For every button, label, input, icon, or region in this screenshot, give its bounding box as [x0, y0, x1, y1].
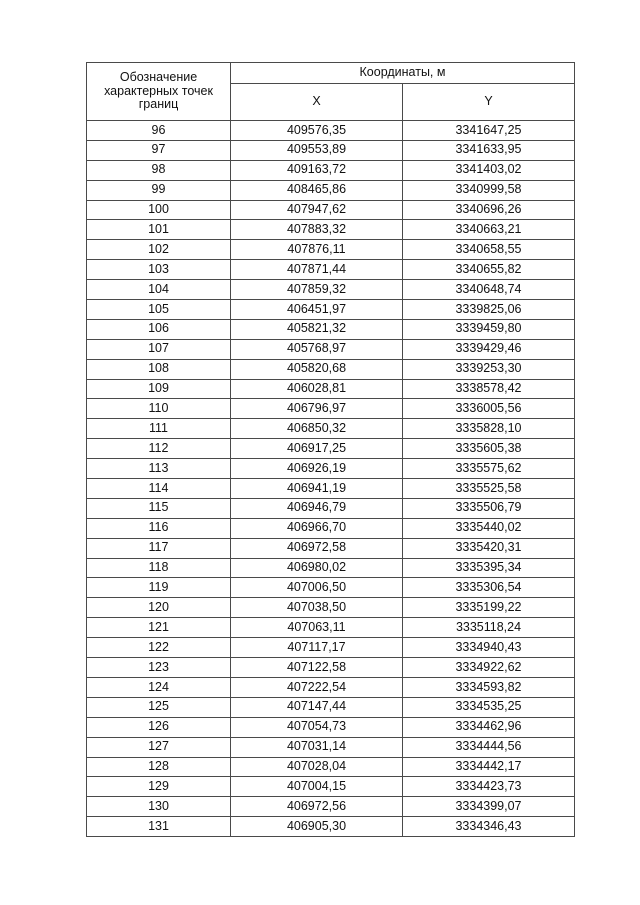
- point-number-cell: 102: [87, 240, 231, 260]
- y-coordinate-cell: 3340696,26: [403, 200, 575, 220]
- y-coordinate-cell: 3334535,25: [403, 697, 575, 717]
- x-coordinate-cell: 406850,32: [231, 419, 403, 439]
- point-number-cell: 117: [87, 538, 231, 558]
- point-number-cell: 96: [87, 121, 231, 141]
- y-column-header: Y: [403, 84, 575, 121]
- x-coordinate-cell: 406796,97: [231, 399, 403, 419]
- y-coordinate-cell: 3339429,46: [403, 339, 575, 359]
- y-coordinate-cell: 3334444,56: [403, 737, 575, 757]
- table-row: [87, 220, 575, 240]
- point-number-cell: 125: [87, 697, 231, 717]
- table-row: [87, 419, 575, 439]
- x-coordinate-cell: 409576,35: [231, 121, 403, 141]
- point-number-cell: 112: [87, 439, 231, 459]
- y-coordinate-cell: 3339825,06: [403, 300, 575, 320]
- table-row: [87, 300, 575, 320]
- x-coordinate-cell: 407117,17: [231, 638, 403, 658]
- x-coordinate-cell: 406905,30: [231, 817, 403, 837]
- y-coordinate-cell: 3335118,24: [403, 618, 575, 638]
- x-coordinate-cell: 409163,72: [231, 160, 403, 180]
- x-coordinate-cell: 406972,58: [231, 538, 403, 558]
- x-coordinate-cell: 407004,15: [231, 777, 403, 797]
- table-row: [87, 578, 575, 598]
- x-coordinate-cell: 406941,19: [231, 479, 403, 499]
- y-coordinate-cell: 3334940,43: [403, 638, 575, 658]
- table-row: [87, 280, 575, 300]
- coordinates-table: [86, 62, 575, 837]
- x-coordinate-cell: 407038,50: [231, 598, 403, 618]
- x-coordinate-cell: 405821,32: [231, 319, 403, 339]
- point-number-cell: 98: [87, 160, 231, 180]
- x-coordinate-cell: 409553,89: [231, 140, 403, 160]
- point-number-cell: 130: [87, 797, 231, 817]
- x-coordinate-cell: 407031,14: [231, 737, 403, 757]
- table-row: [87, 518, 575, 538]
- x-coordinate-cell: 406451,97: [231, 300, 403, 320]
- table-row: [87, 459, 575, 479]
- table-row: [87, 638, 575, 658]
- table-row: [87, 479, 575, 499]
- x-coordinate-cell: 407063,11: [231, 618, 403, 638]
- x-coordinate-cell: 407028,04: [231, 757, 403, 777]
- y-coordinate-cell: 3340658,55: [403, 240, 575, 260]
- y-coordinate-cell: 3335420,31: [403, 538, 575, 558]
- point-number-cell: 110: [87, 399, 231, 419]
- table-row: [87, 737, 575, 757]
- y-coordinate-cell: 3336005,56: [403, 399, 575, 419]
- x-coordinate-cell: 407947,62: [231, 200, 403, 220]
- table-row: [87, 439, 575, 459]
- x-coordinate-cell: 407859,32: [231, 280, 403, 300]
- x-coordinate-cell: 407222,54: [231, 677, 403, 697]
- y-coordinate-cell: 3340999,58: [403, 180, 575, 200]
- point-number-cell: 106: [87, 319, 231, 339]
- y-coordinate-cell: 3339253,30: [403, 359, 575, 379]
- y-coordinate-cell: 3340655,82: [403, 260, 575, 280]
- table-row: [87, 200, 575, 220]
- point-number-cell: 103: [87, 260, 231, 280]
- y-coordinate-cell: 3339459,80: [403, 319, 575, 339]
- table-row: [87, 339, 575, 359]
- y-coordinate-cell: 3341403,02: [403, 160, 575, 180]
- header-row-top: [87, 63, 575, 84]
- y-coordinate-cell: 3335506,79: [403, 498, 575, 518]
- y-coordinate-cell: 3334399,07: [403, 797, 575, 817]
- x-coordinate-cell: 408465,86: [231, 180, 403, 200]
- point-number-cell: 119: [87, 578, 231, 598]
- table-row: [87, 658, 575, 678]
- x-coordinate-cell: 407147,44: [231, 697, 403, 717]
- y-coordinate-cell: 3340648,74: [403, 280, 575, 300]
- x-coordinate-cell: 405820,68: [231, 359, 403, 379]
- table-row: [87, 379, 575, 399]
- point-number-cell: 124: [87, 677, 231, 697]
- point-number-cell: 104: [87, 280, 231, 300]
- y-coordinate-cell: 3334423,73: [403, 777, 575, 797]
- x-coordinate-cell: 407871,44: [231, 260, 403, 280]
- x-coordinate-cell: 407122,58: [231, 658, 403, 678]
- y-coordinate-cell: 3335575,62: [403, 459, 575, 479]
- x-coordinate-cell: 407883,32: [231, 220, 403, 240]
- y-coordinate-cell: 3334462,96: [403, 717, 575, 737]
- point-number-cell: 131: [87, 817, 231, 837]
- table-row: [87, 717, 575, 737]
- point-number-cell: 129: [87, 777, 231, 797]
- table-row: [87, 777, 575, 797]
- y-coordinate-cell: 3335525,58: [403, 479, 575, 499]
- table-row: [87, 558, 575, 578]
- y-coordinate-cell: 3335306,54: [403, 578, 575, 598]
- point-number-cell: 126: [87, 717, 231, 737]
- table-row: [87, 319, 575, 339]
- table-row: [87, 240, 575, 260]
- point-number-cell: 111: [87, 419, 231, 439]
- point-number-cell: 120: [87, 598, 231, 618]
- y-coordinate-cell: 3341633,95: [403, 140, 575, 160]
- table-row: [87, 598, 575, 618]
- table-row: [87, 757, 575, 777]
- table-row: [87, 817, 575, 837]
- table-body: [87, 121, 575, 837]
- x-coordinate-cell: 406917,25: [231, 439, 403, 459]
- point-number-cell: 116: [87, 518, 231, 538]
- x-coordinate-cell: 406966,70: [231, 518, 403, 538]
- table-row: [87, 180, 575, 200]
- point-number-cell: 101: [87, 220, 231, 240]
- x-coordinate-cell: 407006,50: [231, 578, 403, 598]
- table-row: [87, 399, 575, 419]
- y-coordinate-cell: 3334922,62: [403, 658, 575, 678]
- table-row: [87, 359, 575, 379]
- x-coordinate-cell: 406926,19: [231, 459, 403, 479]
- point-designation-header: Обозначение характерных точек границ: [87, 63, 231, 121]
- point-number-cell: 123: [87, 658, 231, 678]
- y-coordinate-cell: 3334593,82: [403, 677, 575, 697]
- point-number-cell: 109: [87, 379, 231, 399]
- table-row: [87, 498, 575, 518]
- table-row: [87, 160, 575, 180]
- y-coordinate-cell: 3341647,25: [403, 121, 575, 141]
- point-number-cell: 100: [87, 200, 231, 220]
- x-coordinate-cell: 406980,02: [231, 558, 403, 578]
- table-row: [87, 538, 575, 558]
- table-row: [87, 697, 575, 717]
- point-number-cell: 108: [87, 359, 231, 379]
- coordinates-header: Координаты, м: [231, 63, 575, 84]
- y-coordinate-cell: 3334442,17: [403, 757, 575, 777]
- point-number-cell: 127: [87, 737, 231, 757]
- y-coordinate-cell: 3335828,10: [403, 419, 575, 439]
- point-number-cell: 128: [87, 757, 231, 777]
- point-number-cell: 114: [87, 479, 231, 499]
- point-number-cell: 97: [87, 140, 231, 160]
- y-coordinate-cell: 3340663,21: [403, 220, 575, 240]
- x-column-header: X: [231, 84, 403, 121]
- y-coordinate-cell: 3338578,42: [403, 379, 575, 399]
- y-coordinate-cell: 3335199,22: [403, 598, 575, 618]
- table-row: [87, 618, 575, 638]
- point-number-cell: 121: [87, 618, 231, 638]
- point-number-cell: 118: [87, 558, 231, 578]
- point-number-cell: 99: [87, 180, 231, 200]
- point-number-cell: 107: [87, 339, 231, 359]
- x-coordinate-cell: 407054,73: [231, 717, 403, 737]
- table-row: [87, 677, 575, 697]
- x-coordinate-cell: 407876,11: [231, 240, 403, 260]
- x-coordinate-cell: 405768,97: [231, 339, 403, 359]
- x-coordinate-cell: 406946,79: [231, 498, 403, 518]
- y-coordinate-cell: 3335440,02: [403, 518, 575, 538]
- x-coordinate-cell: 406028,81: [231, 379, 403, 399]
- table-row: [87, 140, 575, 160]
- y-coordinate-cell: 3335605,38: [403, 439, 575, 459]
- x-coordinate-cell: 406972,56: [231, 797, 403, 817]
- y-coordinate-cell: 3334346,43: [403, 817, 575, 837]
- point-number-cell: 105: [87, 300, 231, 320]
- table-row: [87, 121, 575, 141]
- point-number-cell: 115: [87, 498, 231, 518]
- table-row: [87, 797, 575, 817]
- table-header: [87, 63, 575, 121]
- point-number-cell: 113: [87, 459, 231, 479]
- point-number-cell: 122: [87, 638, 231, 658]
- y-coordinate-cell: 3335395,34: [403, 558, 575, 578]
- table-row: [87, 260, 575, 280]
